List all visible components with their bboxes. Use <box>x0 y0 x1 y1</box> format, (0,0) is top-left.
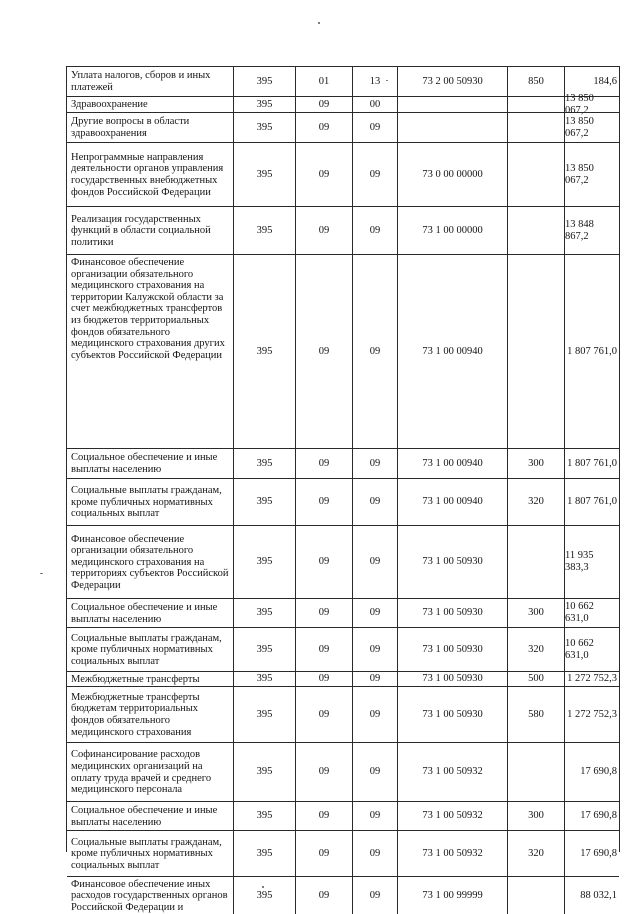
row-name-cell: Софинансирование расходов медицинских организаций на оплату труда врачей и среднего медицинского персонала <box>71 749 212 796</box>
row-name-cell: Межбюджетные трансферты бюджетам территориальных фондов обязательного медицинского страхования <box>71 691 200 738</box>
section-cell: 09 <box>295 479 352 525</box>
subsection-cell: 09 <box>352 255 397 448</box>
section-cell: 09 <box>295 743 352 801</box>
subsection-cell: 09 <box>352 143 397 206</box>
type-cell <box>507 207 564 254</box>
type-cell: 580 <box>507 687 564 742</box>
code-cell: 395 <box>233 831 295 876</box>
subsection-cell: 09 <box>352 802 397 830</box>
code-cell: 395 <box>233 687 295 742</box>
code-cell: 395 <box>233 743 295 801</box>
table-row <box>67 671 619 686</box>
article-cell: 73 1 00 50932 <box>397 802 507 830</box>
row-name-cell: Уплата налогов, сборов и иных платежей <box>71 70 211 93</box>
type-cell: 320 <box>507 628 564 671</box>
article-cell <box>397 113 507 142</box>
article-cell: 73 1 00 50930 <box>397 526 507 598</box>
article-cell: 73 1 00 50930 <box>397 672 507 686</box>
code-cell: 395 <box>233 67 295 96</box>
article-cell: 73 1 00 50932 <box>397 831 507 876</box>
sum-cell: 13 848 867,2 <box>564 207 619 254</box>
section-cell: 09 <box>295 628 352 671</box>
subsection-cell: 09 <box>352 207 397 254</box>
article-cell: 73 2 00 50930 <box>397 67 507 96</box>
code-cell: 395 <box>233 207 295 254</box>
type-cell: 320 <box>507 479 564 525</box>
article-cell: 73 1 00 50930 <box>397 687 507 742</box>
article-cell: 73 1 00 99999 <box>397 877 507 914</box>
row-name-cell: Межбюджетные трансферты <box>71 673 200 685</box>
code-cell: 395 <box>233 479 295 525</box>
article-cell: 73 1 00 00940 <box>397 255 507 448</box>
sum-cell: 11 935 383,3 <box>564 526 619 598</box>
article-cell: 73 1 00 00940 <box>397 479 507 525</box>
sum-cell: 10 662 631,0 <box>564 599 619 627</box>
table-row <box>67 66 619 96</box>
table-row <box>67 92 619 116</box>
type-cell: 320 <box>507 831 564 876</box>
scan-speck <box>386 80 388 81</box>
sum-cell: 1 807 761,0 <box>564 479 619 525</box>
sum-cell: 1 272 752,3 <box>564 687 619 742</box>
table-row <box>67 525 619 598</box>
article-cell: 73 1 00 50930 <box>397 599 507 627</box>
type-cell <box>507 143 564 206</box>
sum-cell: 1 272 752,3 <box>564 672 619 686</box>
row-name-cell: Реализация государственных функций в области социальной политики <box>71 213 211 248</box>
sum-cell: 17 690,8 <box>564 743 619 801</box>
code-cell: 395 <box>233 97 295 112</box>
scan-speck <box>318 22 320 24</box>
type-cell <box>507 877 564 914</box>
type-cell <box>507 255 564 448</box>
row-name-cell: Социальные выплаты гражданам, кроме публичных нормативных социальных выплат <box>71 632 222 667</box>
article-cell: 73 1 00 50930 <box>397 628 507 671</box>
section-cell: 09 <box>295 113 352 142</box>
code-cell: 395 <box>233 599 295 627</box>
type-cell: 850 <box>507 67 564 96</box>
row-name-cell: Финансовое обеспечение иных расходов государственных органов Российской Федерации и <box>71 878 228 913</box>
section-cell: 09 <box>295 97 352 112</box>
type-cell <box>507 743 564 801</box>
code-cell: 395 <box>233 113 295 142</box>
article-cell: 73 0 00 00000 <box>397 143 507 206</box>
subsection-cell: 13 <box>352 67 397 96</box>
row-name-cell: Социальные выплаты гражданам, кроме публичных нормативных социальных выплат <box>71 485 222 520</box>
type-cell: 500 <box>507 672 564 686</box>
table-row <box>67 801 619 830</box>
subsection-cell: 09 <box>352 687 397 742</box>
row-name-cell: Социальное обеспечение и иные выплаты населению <box>71 804 218 828</box>
section-cell: 09 <box>295 599 352 627</box>
section-cell: 09 <box>295 802 352 830</box>
section-cell: 09 <box>295 255 352 448</box>
article-cell: 73 1 00 00000 <box>397 207 507 254</box>
section-cell: 01 <box>295 67 352 96</box>
scan-speck <box>40 573 43 574</box>
row-name-cell: Социальные выплаты гражданам, кроме публичных нормативных социальных выплат <box>71 836 222 871</box>
sum-cell: 13 850 067,2 <box>564 97 619 112</box>
subsection-cell: 09 <box>352 877 397 914</box>
article-cell: 73 1 00 50932 <box>397 743 507 801</box>
sum-cell: 10 662 631,0 <box>564 628 619 671</box>
code-cell: 395 <box>233 802 295 830</box>
sum-cell: 1 807 761,0 <box>564 449 619 478</box>
type-cell: 300 <box>507 449 564 478</box>
table-row <box>67 876 619 914</box>
scan-speck <box>262 886 264 888</box>
table-row <box>67 448 619 478</box>
article-cell: 73 1 00 00940 <box>397 449 507 478</box>
code-cell: 395 <box>233 255 295 448</box>
row-name-cell: Социальное обеспечение и иные выплаты населению <box>71 452 218 475</box>
row-name-cell: Непрограммные направления деятельности органов управления государственных внебюджетных фондов Российской Федерации <box>71 151 224 198</box>
type-cell: 300 <box>507 599 564 627</box>
subsection-cell: 09 <box>352 599 397 627</box>
type-cell <box>507 97 564 112</box>
code-cell: 395 <box>233 449 295 478</box>
section-cell: 09 <box>295 687 352 742</box>
section-cell: 09 <box>295 143 352 206</box>
section-cell: 09 <box>295 877 352 914</box>
subsection-cell: 09 <box>352 449 397 478</box>
subsection-cell: 09 <box>352 672 397 686</box>
row-name-cell: Финансовое обеспечение организации обязательного медицинского страхования на территории Калужской области за счет межбюджетных трансфертов из бюджетов территориальных фондов обязательного медицинского страхования других субъектов Российской Федерации <box>71 257 225 361</box>
row-name-cell: Другие вопросы в области здравоохранения <box>71 116 190 139</box>
subsection-cell: 00 <box>352 97 397 112</box>
subsection-cell: 09 <box>352 479 397 525</box>
type-cell: 300 <box>507 802 564 830</box>
section-cell: 09 <box>295 207 352 254</box>
sum-cell: 17 690,8 <box>564 802 619 830</box>
code-cell: 395 <box>233 672 295 686</box>
sum-cell: 1 807 761,0 <box>564 255 619 448</box>
subsection-cell: 09 <box>352 743 397 801</box>
row-name-cell: Финансовое обеспечение организации обязательного медицинского страхования на территориях субъектов Российской Федерации <box>71 533 229 591</box>
table-row <box>67 478 619 525</box>
section-cell: 09 <box>295 831 352 876</box>
section-cell: 09 <box>295 672 352 686</box>
section-cell: 09 <box>295 526 352 598</box>
sum-cell: 88 032,1 <box>564 877 619 914</box>
row-name-cell: Социальное обеспечение и иные выплаты населению <box>71 601 218 625</box>
table-row <box>67 830 619 876</box>
table-row <box>67 142 619 206</box>
type-cell <box>507 526 564 598</box>
subsection-cell: 09 <box>352 628 397 671</box>
section-cell: 09 <box>295 449 352 478</box>
sum-cell: 13 850 067,2 <box>564 113 619 142</box>
code-cell: 395 <box>233 526 295 598</box>
subsection-cell: 09 <box>352 113 397 142</box>
subsection-cell: 09 <box>352 526 397 598</box>
type-cell <box>507 113 564 142</box>
row-name-cell: Здравоохранение <box>71 99 148 111</box>
table-row <box>67 206 619 254</box>
table-row <box>67 254 619 448</box>
table-row <box>67 627 619 671</box>
table-row <box>67 598 619 627</box>
sum-cell: 184,6 <box>564 67 619 96</box>
table-row <box>67 742 619 801</box>
code-cell: 395 <box>233 628 295 671</box>
code-cell: 395 <box>233 877 295 914</box>
table-row <box>67 686 619 742</box>
table-row <box>67 112 619 142</box>
sum-cell: 17 690,8 <box>564 831 619 876</box>
code-cell: 395 <box>233 143 295 206</box>
subsection-cell: 09 <box>352 831 397 876</box>
article-cell <box>397 97 507 112</box>
budget-table <box>66 66 620 913</box>
sum-cell: 13 850 067,2 <box>564 143 619 206</box>
